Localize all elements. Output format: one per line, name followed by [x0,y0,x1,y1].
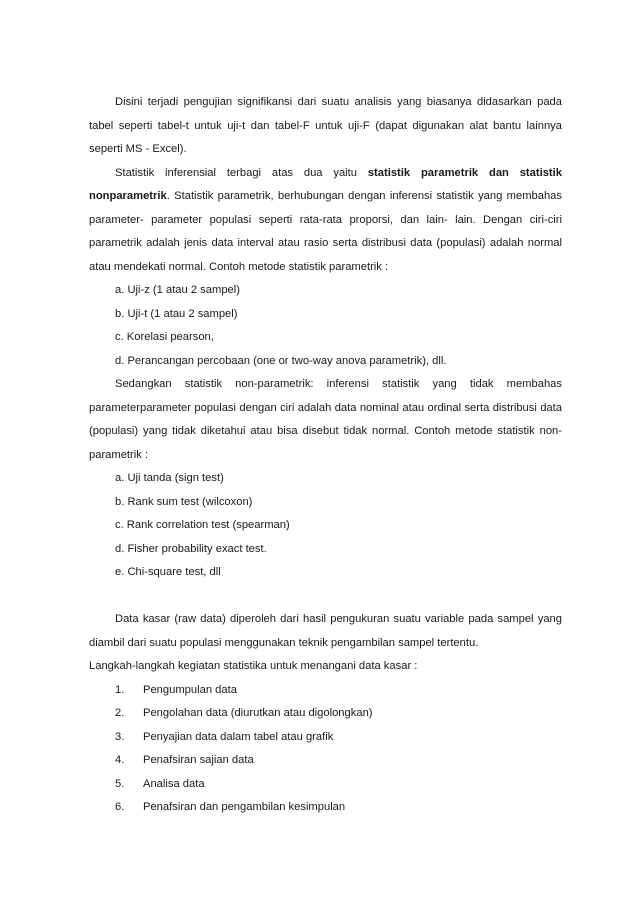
paragraph-significance: Disini terjadi pengujian signifikansi dari suatu analisis yang biasanya didasarkan pada tabel seperti tabel-t untuk uji-t dan tabel-F untuk uji-F (dapat digunakan alat bantu lainnya seperti MS - Excel). [89,96,562,155]
step-text: Pengolahan data (diurutkan atau digolongkan) [143,707,373,719]
list-item: d. Perancangan percobaan (one or two-way anova parametrik), dll. [115,354,447,367]
step-text: Penafsiran sajian data [143,754,254,766]
page-content [89,91,562,820]
step-text: Pengumpulan data [143,683,237,696]
step-number: 1. [115,683,125,696]
list-item [89,726,562,750]
step-number: 4. [115,754,125,766]
list-item [89,702,562,726]
list-item: a. Uji-z (1 atau 2 sampel) [115,284,240,296]
list-item: e. Chi-square test, dll [115,566,221,578]
list-item: c. Rank correlation test (spearman) [115,519,290,531]
step-text: Penafsiran dan pengambilan kesimpulan [143,801,346,813]
step-number: 6. [115,801,125,813]
parametric-methods-list [89,279,562,373]
inferential-text-end: . Statistik parametrik, berhubungan dengan inferensi statistik yang membahas parameter- parameter populasi seperti rata-rata proporsi, dan lain- lain. Dengan ciri-ciri parametrik adalah jenis data interval atau rasio serta distribusi data (populasi) adalah normal atau mendekati normal. Contoh metode statistik parametrik : [89,190,562,273]
list-item [89,679,562,703]
paragraph-steps-intro: Langkah-langkah kegiatan statistika untuk menangani data kasar : [89,660,418,672]
list-item: c. Korelasi pearson, [115,331,214,343]
inferential-bold-terms: statistik parametrik dan statistik nonparametrik [89,166,562,202]
list-item: b. Uji-t (1 atau 2 sampel) [115,307,238,320]
step-number: 5. [115,777,125,790]
step-text: Analisa data [143,777,205,790]
step-text: Penyajian data dalam tabel atau grafik [143,730,334,743]
nonparametric-methods-list [89,467,562,585]
inferential-text-start: Statistik inferensial terbagi atas dua yaitu [115,166,368,179]
list-item: a. Uji tanda (sign test) [115,472,224,484]
paragraph-nonparametric: Sedangkan statistik non-parametrik: inferensi statistik yang tidak membahas parameterparameter populasi dengan ciri adalah data nominal atau ordinal serta distribusi data (populasi) yang tidak diketahui atau bisa disebut tidak normal. Contoh metode statistik non-parametrik : [89,378,562,461]
paragraph-inferential [89,162,562,280]
list-item: d. Fisher probability exact test. [115,542,267,555]
list-item [89,749,562,773]
list-item: b. Rank sum test (wilcoxon) [115,495,253,508]
blank-line [89,585,562,609]
step-number: 3. [115,730,125,743]
list-item [89,796,562,820]
statistics-steps-list [89,679,562,820]
step-number: 2. [115,707,125,719]
paragraph-raw-data: Data kasar (raw data) diperoleh dari hasil pengukuran suatu variable pada sampel yang diambil dari suatu populasi menggunakan teknik pengambilan sampel tertentu. [89,613,562,649]
list-item [89,773,562,797]
